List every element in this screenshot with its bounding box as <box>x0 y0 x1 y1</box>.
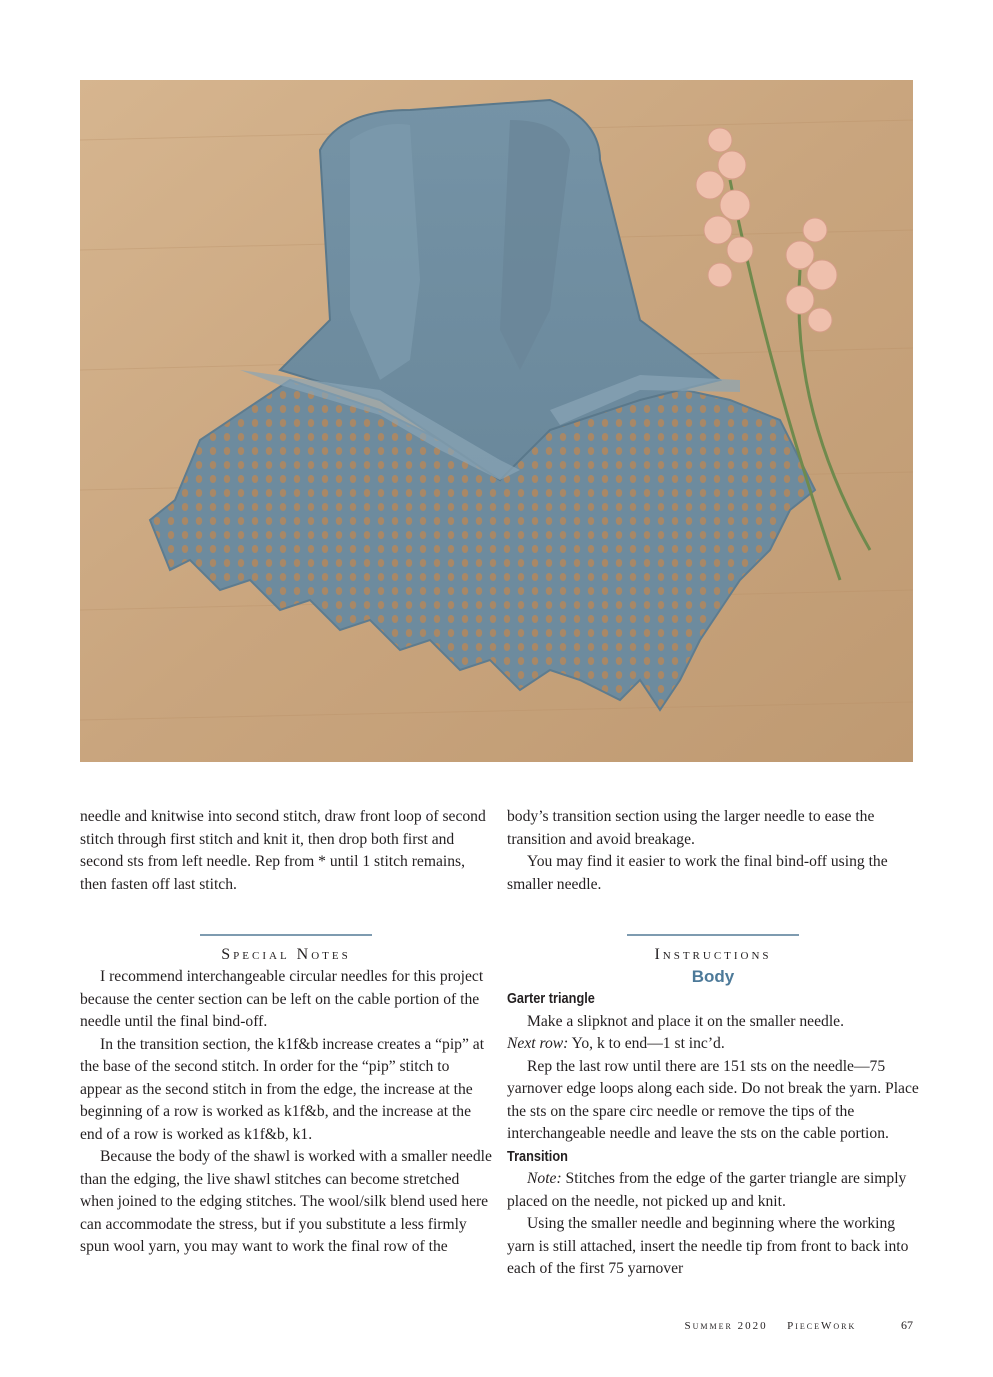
left-column <box>80 806 492 1259</box>
page-footer <box>684 1318 913 1333</box>
right-column <box>507 806 919 1281</box>
garter-paragraph-1: Make a slipknot and place it on the smaller needle. <box>527 1012 844 1030</box>
right-continuation: body’s transition section using the larger needle to ease the transition and avoid breakage. <box>507 808 875 848</box>
transition-heading: Transition <box>507 1147 568 1165</box>
next-row-line <box>507 1033 919 1056</box>
footer-magazine: PieceWork <box>787 1320 857 1332</box>
next-row-label: Next row: <box>507 1035 569 1052</box>
right-continuation-2: You may find it easier to work the final bind-off using the smaller needle. <box>507 853 888 893</box>
section-rule <box>200 934 372 936</box>
transition-paragraph: Using the smaller needle and beginning where the working yarn is still attached, insert the needle tip from front to back into each of the first 75 yarnover <box>507 1215 909 1277</box>
shawl-photo <box>80 80 913 762</box>
notes-paragraph: I recommend interchangeable circular needles for this project because the center section can be left on the cable portion of the needle until the final bind-off. <box>80 968 484 1030</box>
garter-paragraph-2: Rep the last row until there are 151 sts on the needle—75 yarnover edge loops along each side. Do not break the yarn. Place the sts on the spare circ needle or remove the tips of the interchangeable needle and leave the sts on the cable portion. <box>507 1057 919 1142</box>
next-row-text: Yo, k to end—1 st inc’d. <box>568 1035 725 1052</box>
notes-paragraph: In the transition section, the k1f&b increase creates a “pip” at the base of the second stitch. In order for the “pip” stitch to appear as the second stitch in from the edge, the increase at the beginning of a row is worked as k1f&b, and the increase at the end of a row is worked as k1f&b, k1. <box>80 1035 485 1143</box>
note-text: Stitches from the edge of the garter triangle are simply placed on the needle, not picked up and knit. <box>507 1170 907 1210</box>
page-number: 67 <box>901 1318 913 1332</box>
left-continuation: needle and knitwise into second stitch, draw front loop of second stitch through first stitch and knit it, then drop both first and second sts from left needle. Rep from * until 1 stitch remains, then fasten off last stitch. <box>80 808 486 893</box>
section-rule <box>627 934 799 936</box>
special-notes-heading: Special Notes <box>221 946 351 963</box>
note-label: Note: <box>527 1170 562 1187</box>
knitted-shawl-image <box>80 80 913 762</box>
instructions-heading: Instructions <box>654 946 772 963</box>
footer-issue: Summer 2020 <box>684 1320 768 1332</box>
garter-triangle-heading: Garter triangle <box>507 990 595 1007</box>
body-subheading: Body <box>691 967 735 986</box>
notes-paragraph: Because the body of the shawl is worked with a smaller needle than the edging, the live shawl stitches can become stretched when joined to the edging stitches. The wool/silk blend used here can accommodate the stress, but if you substitute a less firmly spun wool yarn, you may want to work the final row of the <box>80 1148 492 1255</box>
note-line <box>507 1168 919 1213</box>
